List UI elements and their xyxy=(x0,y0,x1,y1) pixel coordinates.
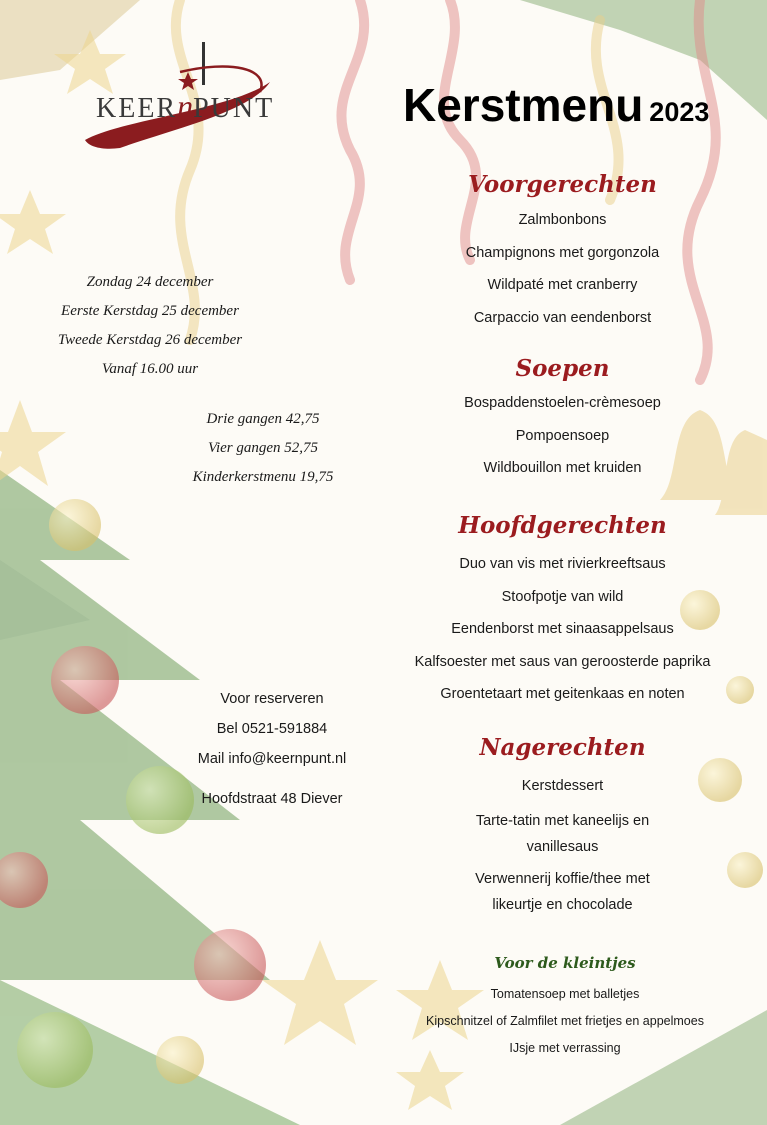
date-line: Tweede Kerstdag 26 december xyxy=(57,332,243,348)
date-line: Eerste Kerstdag 25 december xyxy=(61,303,239,319)
section-title: Voorgerechten xyxy=(468,171,657,198)
title-main: Kerstmenu xyxy=(403,79,644,131)
section-title: Hoofdgerechten xyxy=(458,512,667,539)
price-line: Kinderkerstmenu 19,75 xyxy=(192,469,334,485)
menu-item: Tarte-tatin met kaneelijs en vanillesaus xyxy=(475,812,650,855)
menu-item: Stoofpotje van wild xyxy=(501,588,624,605)
menu-item: Wildpaté met cranberry xyxy=(487,277,638,293)
menu-item: Kalfsoester met saus van geroosterde paprika xyxy=(414,653,711,670)
time-line: Vanaf 16.00 uur xyxy=(101,361,199,377)
menu-item: Wildbouillon met kruiden xyxy=(483,460,642,476)
title-year: 2023 xyxy=(649,97,710,127)
section-title: Nagerechten xyxy=(479,734,646,761)
menu-item: IJsje met verrassing xyxy=(509,1041,621,1055)
phone-text: Bel 0521-591884 xyxy=(216,721,328,737)
page-title xyxy=(403,78,709,132)
dates-block xyxy=(40,272,260,388)
section-soepen xyxy=(400,354,725,490)
menu-item: Kerstdessert xyxy=(521,778,604,794)
section-title: Soepen xyxy=(515,355,610,382)
contact-block xyxy=(182,689,362,819)
menu-item: Carpaccio van eendenborst xyxy=(473,309,652,326)
price-line: Drie gangen 42,75 xyxy=(206,411,320,427)
menu-item: Kipschnitzel of Zalmfilet met frietjes en appelmoes xyxy=(426,1014,704,1028)
restaurant-logo xyxy=(80,40,320,160)
mail-text: Mail info@keernpunt.nl xyxy=(197,751,347,767)
menu-item: Eendenborst met sinaasappelsaus xyxy=(451,621,674,637)
reserve-label: Voor reserveren xyxy=(220,691,324,707)
price-line: Vier gangen 52,75 xyxy=(207,440,319,456)
menu-item: Zalmbonbons xyxy=(518,212,607,228)
menu-item: Pompoensoep xyxy=(515,427,610,444)
menu-item: Groentetaart met geitenkaas en noten xyxy=(440,686,685,702)
menu-item: Bospaddenstoelen-crèmesoep xyxy=(464,395,661,411)
menu-item: Tomatensoep met balletjes xyxy=(490,987,640,1001)
section-title: Voor de kleintjes xyxy=(494,954,636,972)
menu-item: Champignons met gorgonzola xyxy=(465,244,660,261)
address-text: Hoofdstraat 48 Diever xyxy=(201,791,343,807)
logo-n: n xyxy=(177,88,194,124)
logo-pre: KEER xyxy=(96,93,178,124)
menu-item: Verwennerij koffie/thee met likeurtje en chocolade xyxy=(475,870,650,913)
section-hoofdgerechten xyxy=(400,511,725,716)
logo-post: PUNT xyxy=(193,93,275,124)
menu-item: Duo van vis met rivierkreeftsaus xyxy=(459,556,666,572)
section-voorgerechten xyxy=(400,170,725,339)
prices-block xyxy=(178,409,348,496)
section-nagerechten xyxy=(400,733,725,918)
logo-wordmark xyxy=(96,88,274,125)
date-line: Zondag 24 december xyxy=(86,274,214,290)
section-kleintjes xyxy=(410,954,720,1065)
